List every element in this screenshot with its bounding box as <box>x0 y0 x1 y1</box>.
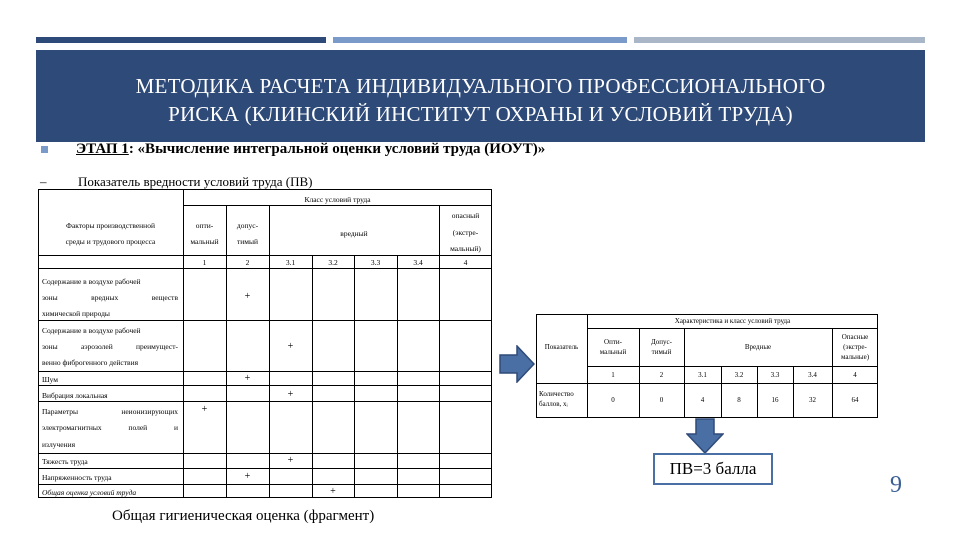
bullet-square-icon <box>41 146 48 153</box>
points-label-2: баллов, xᵢ <box>539 400 568 408</box>
stage-label: ЭТАП 1 <box>76 141 129 157</box>
mark-row-5: + <box>201 404 208 415</box>
down-arrow-icon <box>686 418 724 454</box>
mark-row-3: + <box>244 373 251 384</box>
left-col-permissible-2: тимый <box>236 237 259 246</box>
left-header-factors-1: Факторы производственной <box>66 221 155 230</box>
left-class-code: 4 <box>463 258 468 267</box>
left-col-dangerous-2: (экстре- <box>452 228 479 237</box>
points-value: 0 <box>611 396 615 404</box>
row-harmful-substances-line-3: химической природы <box>42 309 110 318</box>
stage-text: : «Вычисление интегральной оценки условий труда (ИОУТ)» <box>128 141 546 157</box>
slide-title-line-1: МЕТОДИКА РАСЧЕТА ИНДИВИДУАЛЬНОГО ПРОФЕССИОНАЛЬНОГО <box>135 74 826 98</box>
indicator-text: Показатель вредности условий труда (ПВ) <box>78 174 313 189</box>
points-value: 4 <box>700 396 705 404</box>
right-col-dangerous-1: Опасные <box>841 333 869 341</box>
left-col-harmful: вредный <box>340 229 368 238</box>
row-overall-assessment: Общая оценка условий труда <box>42 488 137 497</box>
right-class-code: 3.3 <box>770 371 780 379</box>
result-box: ПВ=3 балла <box>653 453 773 485</box>
left-class-code: 3.4 <box>413 258 423 267</box>
stage-heading <box>76 141 545 158</box>
left-class-code: 1 <box>202 258 207 267</box>
row-aerosols-line-1: Содержание в воздухе рабочей <box>42 326 141 335</box>
left-header-factors-2: среды и трудового процесса <box>65 237 156 246</box>
left-class-code: 3.3 <box>370 258 381 267</box>
row-noise: Шум <box>42 375 58 384</box>
row-local-vibration: Вибрация локальная <box>42 391 108 400</box>
left-col-dangerous-3: мальный) <box>450 244 481 253</box>
mark-row-8: + <box>330 486 336 497</box>
right-col-permissible-1: Допус- <box>651 338 672 346</box>
right-arrow-icon <box>499 345 535 383</box>
row-aerosols-line-3: венно фиброгенного действия <box>42 358 139 367</box>
right-class-code: 3.1 <box>698 371 707 379</box>
row-labor-intensity: Напряженность труда <box>42 473 112 482</box>
indicator-dash: – <box>40 174 47 189</box>
points-value: 64 <box>851 396 859 404</box>
left-header-class: Класс условий труда <box>304 195 371 204</box>
mark-row-7: + <box>244 471 251 482</box>
slide-title-line-2: РИСКА (КЛИНСКИЙ ИНСТИТУТ ОХРАНЫ И УСЛОВИЙ ТРУДА) <box>168 102 793 126</box>
points-value: 8 <box>737 396 741 404</box>
row-em-fields-line-3: излучения <box>42 440 76 449</box>
mark-row-2: + <box>287 341 294 352</box>
right-class-code: 2 <box>659 371 664 379</box>
right-col-permissible-2: тимый <box>651 348 672 356</box>
points-value: 0 <box>659 396 664 404</box>
right-header: Характеристика и класс условий труда <box>674 317 791 325</box>
mark-row-4: + <box>287 389 294 400</box>
left-class-code: 3.2 <box>328 258 338 267</box>
left-col-optimal-1: опти- <box>195 221 214 230</box>
table-caption: Общая гигиеническая оценка (фрагмент) <box>112 508 375 524</box>
top-bar-segment-2 <box>333 37 627 43</box>
right-class-code: 1 <box>611 371 615 379</box>
right-col-dangerous-3: мальные) <box>840 353 870 361</box>
points-value: 16 <box>771 396 779 404</box>
right-class-code: 4 <box>853 371 857 379</box>
points-value: 32 <box>809 396 816 404</box>
right-class-code: 3.2 <box>734 371 744 379</box>
right-col-optimal-2: мальный <box>599 348 627 356</box>
slide-number: 9 <box>890 472 902 498</box>
row-em-fields-line-1: Параметры неионизирующих <box>42 407 178 416</box>
left-col-permissible-1: допус- <box>236 221 259 230</box>
row-em-fields-line-2: электромагнитных полей и <box>42 423 178 432</box>
row-harmful-substances-line-1: Содержание в воздухе рабочей <box>42 277 141 286</box>
top-bar-segment-1 <box>36 37 326 43</box>
right-col-harmful: Вредные <box>744 343 772 351</box>
left-class-code: 2 <box>245 258 250 267</box>
mark-row-6: + <box>287 455 294 466</box>
row-aerosols-line-2: зоны аэрозолей преимущест- <box>42 342 178 351</box>
left-col-optimal-2: мальный <box>190 237 219 246</box>
slide-title <box>36 72 925 128</box>
right-col-dangerous-2: (экстре- <box>843 343 867 351</box>
row-labor-severity: Тяжесть труда <box>42 457 88 466</box>
left-col-dangerous-1: опасный <box>451 211 480 220</box>
left-class-code: 3.1 <box>285 258 296 267</box>
right-class-code: 3.4 <box>808 371 817 379</box>
top-bar-segment-3 <box>634 37 925 43</box>
row-harmful-substances-line-2: зоны вредных веществ <box>42 293 178 302</box>
right-row-head: Показатель <box>544 343 579 351</box>
mark-row-1: + <box>244 291 251 302</box>
right-col-optimal-1: Опти- <box>604 338 622 346</box>
points-label-1: Количество <box>539 390 574 398</box>
